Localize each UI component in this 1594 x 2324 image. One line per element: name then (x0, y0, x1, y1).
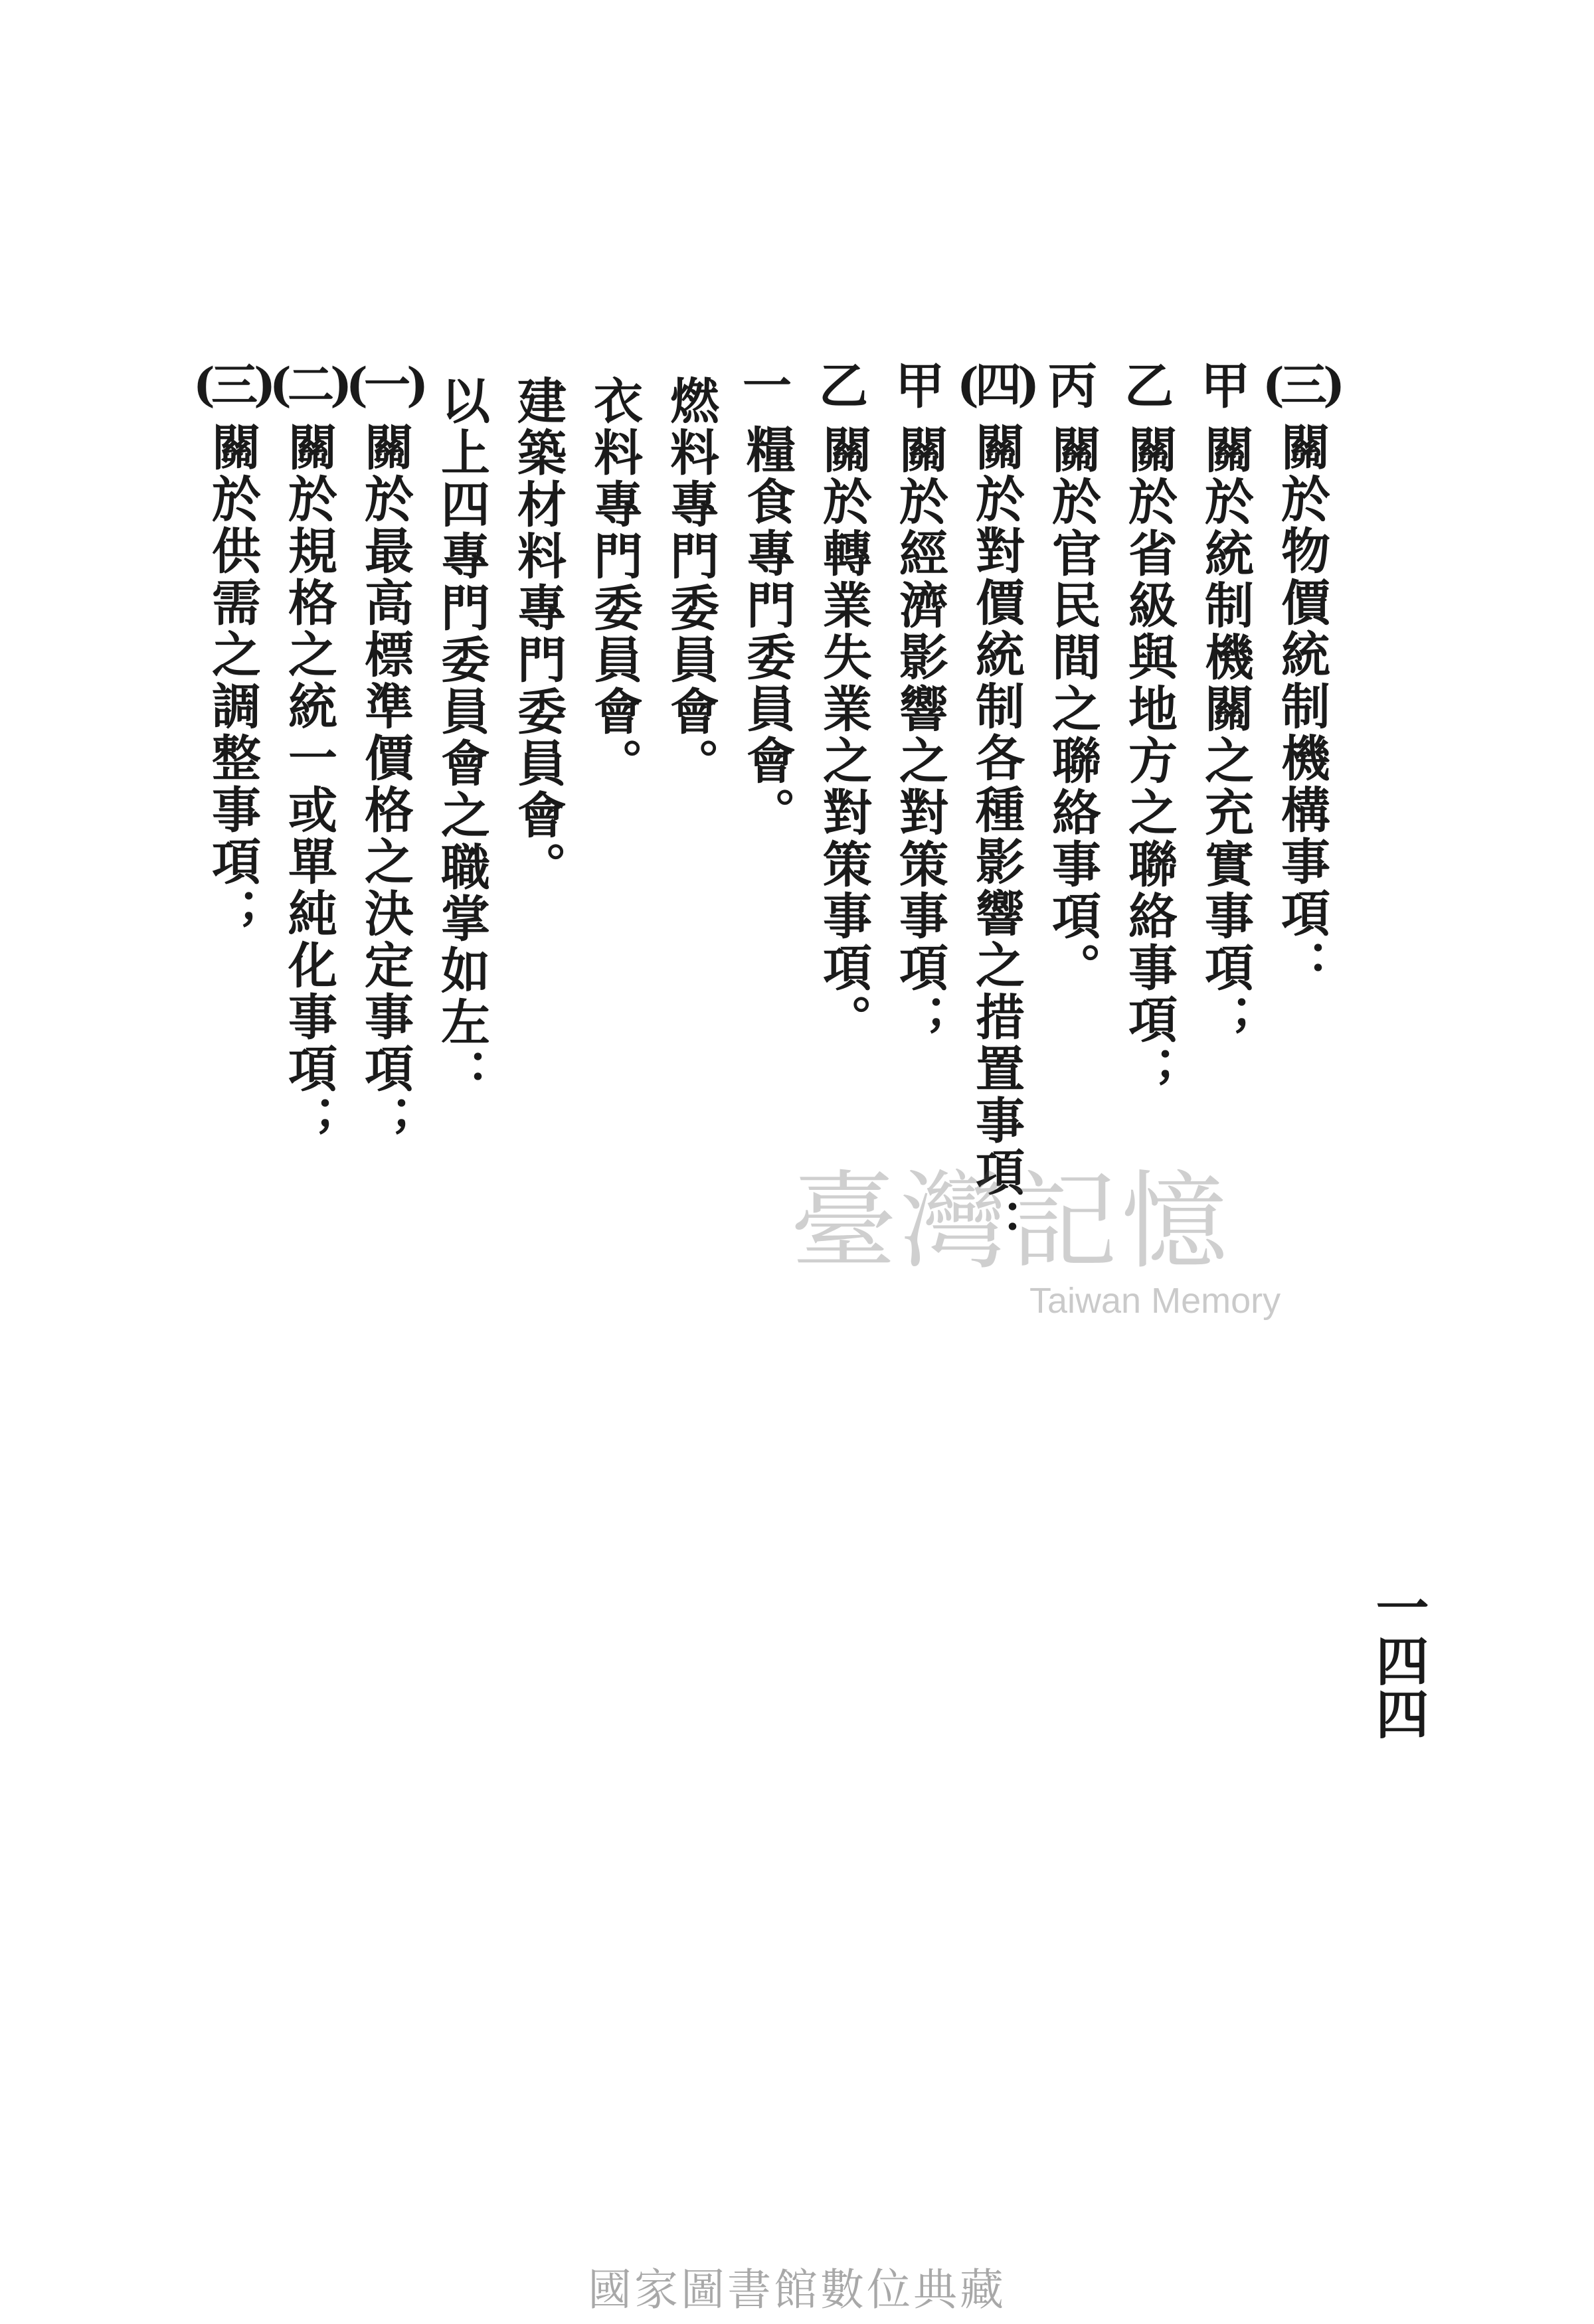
text-column (1043, 358, 1103, 994)
text-column (1119, 358, 1179, 1098)
item-marker: 丙 (1048, 358, 1097, 415)
taiwan-memory-watermark (790, 1159, 1282, 1328)
text-column (956, 357, 1036, 1250)
item-marker: 乙 (819, 358, 868, 415)
text-column (345, 357, 425, 1147)
column-text: 關於統制機關之充實事項； (1197, 424, 1254, 1046)
column-text: 關於省級與地方之聯絡事項； (1120, 424, 1178, 1098)
text-column (814, 358, 873, 1046)
column-text: 關於供需之調整事項； (204, 422, 261, 940)
item-marker: (二) (269, 357, 349, 412)
watermark-subtitle: Taiwan Memory (1029, 1281, 1281, 1321)
text-column (508, 362, 568, 893)
item-marker: (三) (1262, 357, 1342, 412)
text-column (1196, 358, 1255, 1046)
text-column (584, 362, 644, 789)
item-marker: 一 (743, 358, 792, 415)
column-text: 以上四專門委員會之職掌如左： (433, 375, 490, 1100)
column-text: 關於對價統制各種影響之措置事項： (968, 422, 1025, 1250)
column-text: 建築材料專門委員會。 (509, 375, 567, 893)
column-text: 燃料專門委員會。 (662, 375, 719, 789)
item-marker: (一) (345, 357, 425, 412)
column-text: 關於轉業失業之對策事項。 (815, 424, 872, 1046)
text-column (432, 362, 491, 1100)
column-text: 關於最高標準價格之決定事項； (357, 422, 414, 1147)
item-marker: 乙 (1124, 358, 1174, 415)
text-column (890, 358, 950, 1046)
text-column (737, 358, 797, 839)
column-text: 衣料專門委員會。 (586, 375, 643, 789)
item-marker: 甲 (1201, 358, 1250, 415)
item-marker: (四) (956, 357, 1036, 412)
page-number: 一四四 (1367, 1580, 1429, 1740)
column-text: 關於規格之統一或單純化事項； (280, 422, 337, 1147)
text-column (661, 362, 721, 789)
column-text: 糧食專門委員會。 (739, 424, 796, 839)
item-marker: 甲 (895, 358, 944, 415)
column-text: 關於物價統制機構事項： (1273, 422, 1330, 991)
item-marker: (三) (193, 357, 272, 412)
footer-credit: 國家圖書館數位典藏 (588, 2264, 1006, 2315)
text-column (193, 357, 272, 940)
watermark-title: 臺灣記憶 (790, 1159, 1232, 1284)
column-text: 關於經濟影響之對策事項； (891, 424, 948, 1046)
text-column (1262, 357, 1342, 991)
text-column (269, 357, 349, 1147)
column-text: 關於官民間之聯絡事項。 (1044, 424, 1101, 994)
